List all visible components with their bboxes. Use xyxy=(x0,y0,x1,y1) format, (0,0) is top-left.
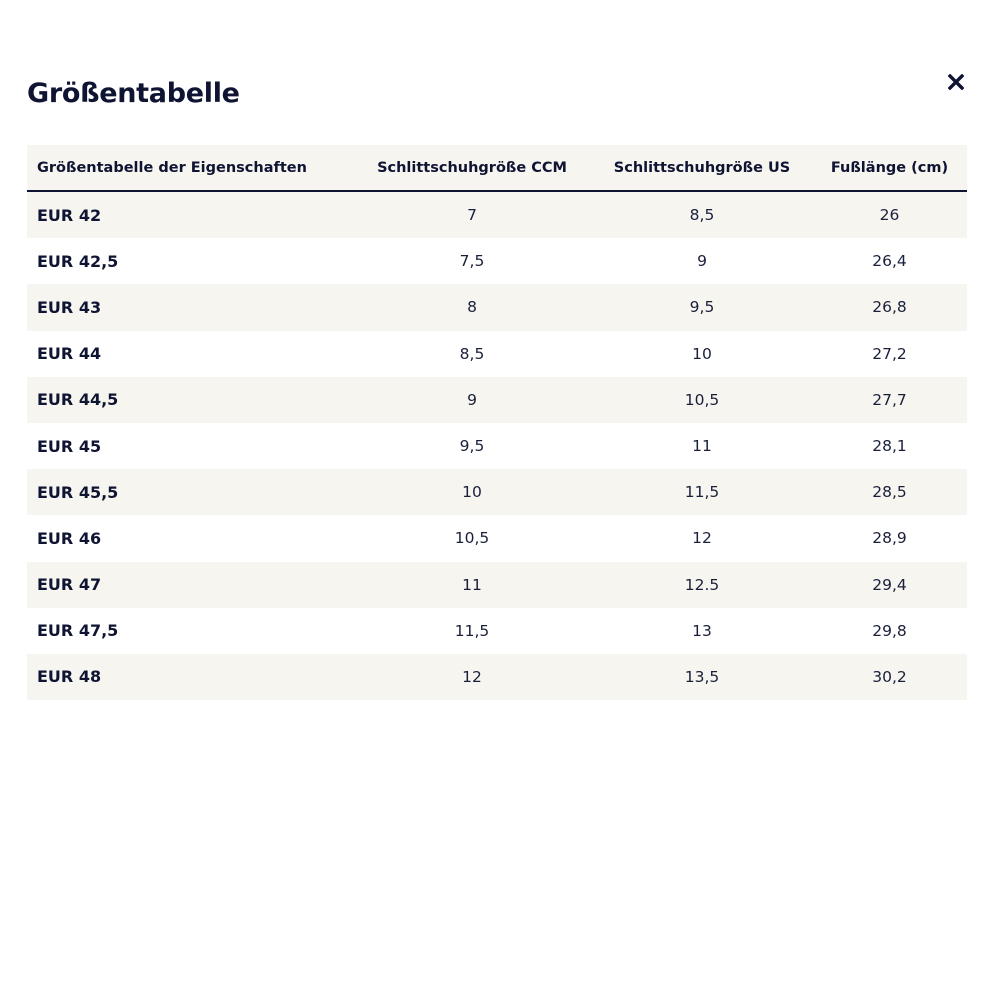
table-row xyxy=(27,515,967,561)
cell-foot-length: 27,7 xyxy=(812,377,967,423)
cell-us-size: 11,5 xyxy=(592,469,812,515)
header-ccm-size: Schlittschuhgröße CCM xyxy=(352,145,592,191)
cell-ccm-size: 8 xyxy=(352,284,592,330)
cell-foot-length: 27,2 xyxy=(812,331,967,377)
cell-ccm-size: 10 xyxy=(352,469,592,515)
cell-us-size: 13,5 xyxy=(592,654,812,700)
cell-us-size: 13 xyxy=(592,608,812,654)
cell-eur-size: EUR 48 xyxy=(27,654,352,700)
cell-ccm-size: 11 xyxy=(352,562,592,608)
cell-foot-length: 28,9 xyxy=(812,515,967,561)
cell-us-size: 10 xyxy=(592,331,812,377)
cell-us-size: 10,5 xyxy=(592,377,812,423)
table-row xyxy=(27,284,967,330)
cell-us-size: 9 xyxy=(592,238,812,284)
cell-eur-size: EUR 47 xyxy=(27,562,352,608)
cell-us-size: 8,5 xyxy=(592,191,812,238)
table-header-row xyxy=(27,145,967,191)
cell-eur-size: EUR 42,5 xyxy=(27,238,352,284)
table-row xyxy=(27,191,967,238)
cell-ccm-size: 7,5 xyxy=(352,238,592,284)
cell-foot-length: 29,8 xyxy=(812,608,967,654)
cell-us-size: 11 xyxy=(592,423,812,469)
table-row xyxy=(27,377,967,423)
cell-ccm-size: 7 xyxy=(352,191,592,238)
table-row xyxy=(27,238,967,284)
cell-eur-size: EUR 43 xyxy=(27,284,352,330)
table-row xyxy=(27,562,967,608)
cell-foot-length: 29,4 xyxy=(812,562,967,608)
cell-eur-size: EUR 44,5 xyxy=(27,377,352,423)
header-property: Größentabelle der Eigenschaften xyxy=(27,145,352,191)
table-row xyxy=(27,469,967,515)
cell-foot-length: 26,4 xyxy=(812,238,967,284)
cell-foot-length: 26 xyxy=(812,191,967,238)
cell-ccm-size: 12 xyxy=(352,654,592,700)
cell-foot-length: 28,5 xyxy=(812,469,967,515)
cell-foot-length: 26,8 xyxy=(812,284,967,330)
table-row xyxy=(27,654,967,700)
cell-eur-size: EUR 45,5 xyxy=(27,469,352,515)
cell-eur-size: EUR 47,5 xyxy=(27,608,352,654)
close-icon xyxy=(948,74,964,90)
size-table xyxy=(27,145,967,700)
table-row xyxy=(27,331,967,377)
close-button[interactable] xyxy=(942,68,970,96)
cell-ccm-size: 9,5 xyxy=(352,423,592,469)
cell-foot-length: 28,1 xyxy=(812,423,967,469)
table-row xyxy=(27,608,967,654)
cell-us-size: 9,5 xyxy=(592,284,812,330)
cell-us-size: 12.5 xyxy=(592,562,812,608)
cell-ccm-size: 11,5 xyxy=(352,608,592,654)
cell-eur-size: EUR 44 xyxy=(27,331,352,377)
cell-ccm-size: 10,5 xyxy=(352,515,592,561)
cell-ccm-size: 8,5 xyxy=(352,331,592,377)
cell-us-size: 12 xyxy=(592,515,812,561)
cell-eur-size: EUR 46 xyxy=(27,515,352,561)
cell-ccm-size: 9 xyxy=(352,377,592,423)
cell-eur-size: EUR 45 xyxy=(27,423,352,469)
modal-title: Größentabelle xyxy=(27,78,240,109)
table-row xyxy=(27,423,967,469)
cell-foot-length: 30,2 xyxy=(812,654,967,700)
header-foot-length: Fußlänge (cm) xyxy=(812,145,967,191)
cell-eur-size: EUR 42 xyxy=(27,191,352,238)
header-us-size: Schlittschuhgröße US xyxy=(592,145,812,191)
